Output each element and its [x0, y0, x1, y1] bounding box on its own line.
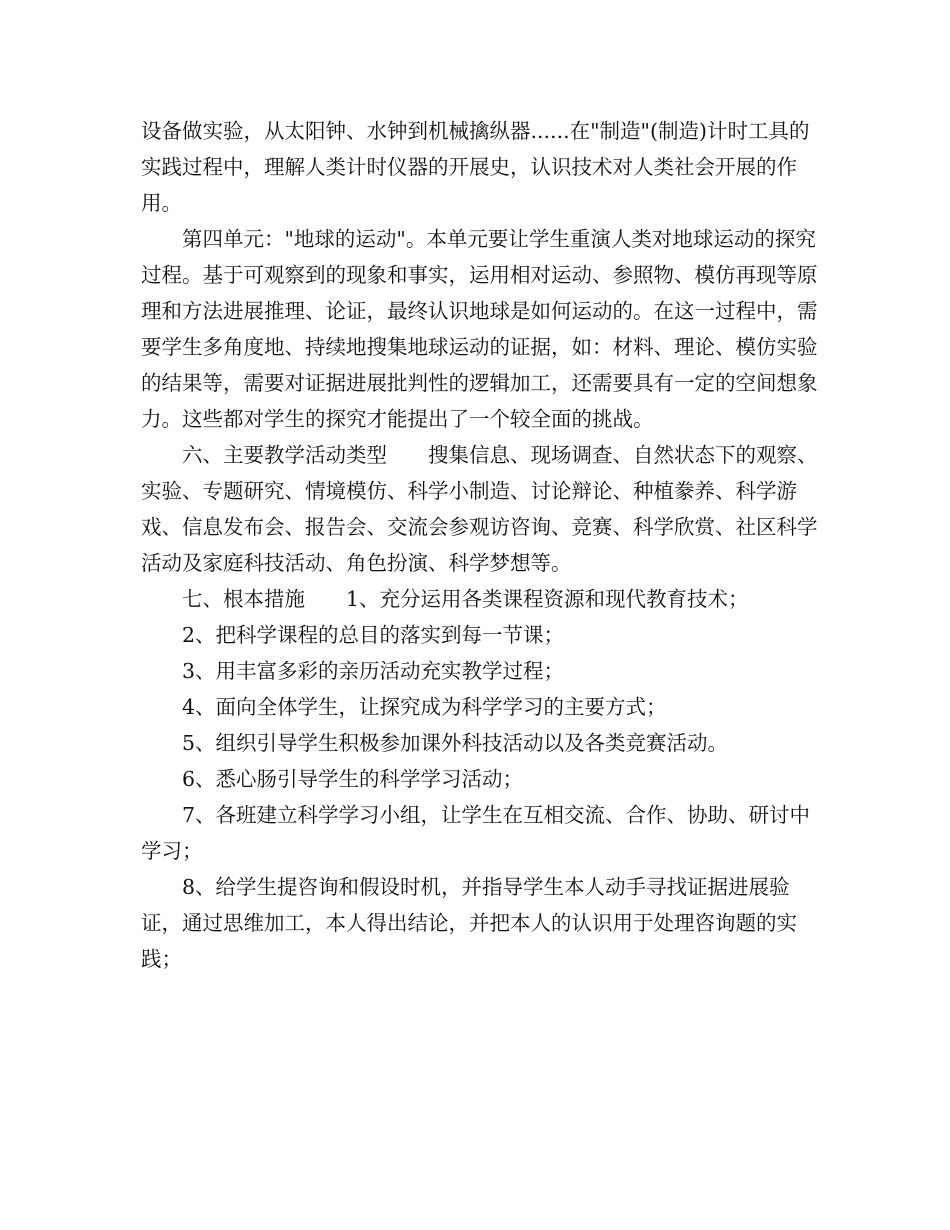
paragraph-measure-3: 3、用丰富多彩的亲历活动充实教学过程； [182, 659, 565, 683]
paragraph-clock-history: 设备做实验，从太阳钟、水钟到机械擒纵器......在"制造"(制造)计时工具的实践过程中，理解人类计时仪器的开展史，认识技术对人类社会开展的作用。 [141, 119, 810, 215]
paragraph-measure-5: 5、组织引导学生积极参加课外科技活动以及各类竞赛活动。 [182, 731, 729, 755]
paragraph-unit-four: 第四单元："地球的运动"。本单元要让学生重演人类对地球运动的探究过程。基于可观察到的现象和事实，运用相对运动、参照物、模仿再现等原理和方法进展推理、论证，最终认识地球是如何运动的。在这一过程中，需要学生多角度地、持续地搜集地球运动的证据，如：材料、理论、模仿实验的结果等，需要对证据进展批判性的逻辑加工，还需要具有一定的空间想象力。这些都对学生的探究才能提出了一个较全面的挑战。 [141, 227, 818, 431]
paragraph-measure-6: 6、悉心肠引导学生的科学学习活动； [182, 767, 524, 791]
paragraph-measure-7: 7、各班建立科学学习小组，让学生在互相交流、合作、协助、研讨中学习； [141, 803, 811, 863]
paragraph-measure-1: 七、根本措施 1、充分运用各类课程资源和现代教育技术； [182, 587, 749, 611]
paragraph-measure-8: 8、给学生提咨询和假设时机，并指导学生本人动手寻找证据进展验证，通过思维加工，本人得出结论，并把本人的认识用于处理咨询题的实践； [141, 875, 797, 971]
paragraph-measure-4: 4、面向全体学生，让探究成为科学学习的主要方式； [182, 695, 667, 719]
paragraph-activity-types: 六、主要教学活动类型 搜集信息、现场调查、自然状态下的观察、实验、专题研究、情境模仿、科学小制造、讨论辩论、种植豢养、科学游戏、信息发布会、报告会、交流会参观访咨询、竞赛、科学欣赏、社区科学活动及家庭科技活动、角色扮演、科学梦想等。 [141, 443, 818, 575]
paragraph-measure-2: 2、把科学课程的总目的落实到每一节课； [182, 623, 565, 647]
document-body [141, 113, 826, 977]
